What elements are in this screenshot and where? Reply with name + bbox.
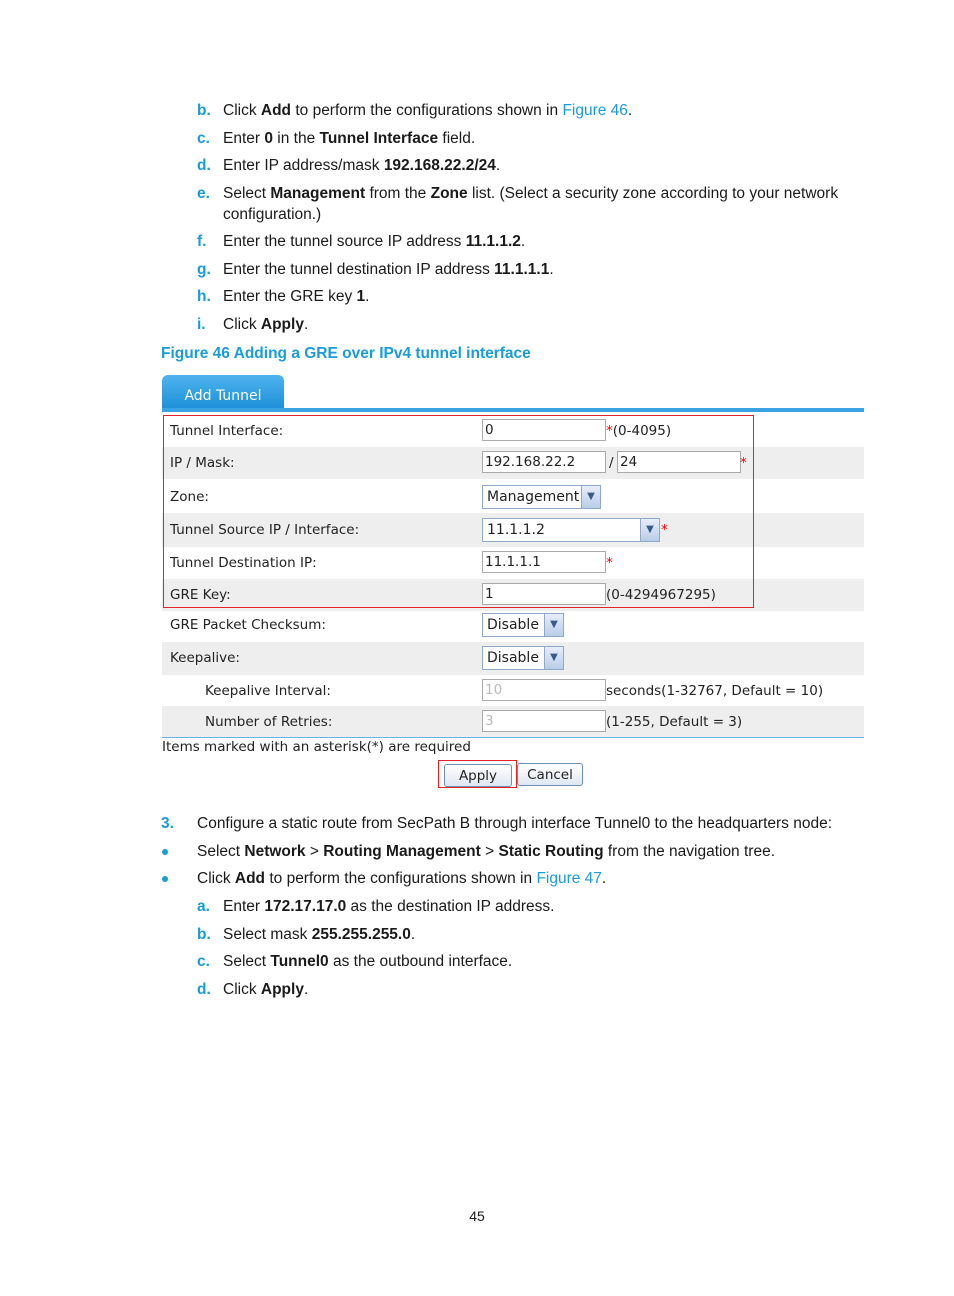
tab-add-tunnel[interactable]: Add Tunnel: [162, 375, 284, 409]
figure-47-link[interactable]: Figure 47: [536, 870, 602, 887]
keepalive-interval-input[interactable]: 10: [482, 679, 606, 701]
chevron-down-icon: ▼: [544, 614, 563, 636]
row-gre-checksum: GRE Packet Checksum: Disable ▼: [162, 609, 864, 642]
gre-checksum-select[interactable]: Disable ▼: [482, 613, 564, 637]
tab-divider: [162, 408, 864, 412]
retries-input[interactable]: 3: [482, 710, 606, 732]
page-number: 45: [469, 1208, 485, 1224]
row-retries: Number of Retries: 3 (1-255, Default = 3): [162, 706, 864, 738]
row-tunnel-interface: Tunnel Interface: 0 *(0-4095): [162, 415, 864, 447]
zone-select[interactable]: Management ▼: [482, 485, 601, 509]
figure-46-link[interactable]: Figure 46: [562, 102, 628, 119]
row-ip-mask: IP / Mask: 192.168.22.2 / 24 *: [162, 447, 864, 479]
chevron-down-icon: ▼: [581, 486, 600, 508]
row-tunnel-destination: Tunnel Destination IP: 11.1.1.1 *: [162, 547, 864, 579]
chevron-down-icon: ▼: [640, 519, 659, 541]
bullet-dot: [162, 876, 168, 882]
mask-input[interactable]: 24: [617, 451, 741, 473]
row-keepalive: Keepalive: Disable ▼: [162, 642, 864, 675]
tunnel-source-select[interactable]: 11.1.1.2 ▼: [482, 518, 660, 542]
highlight-box: [163, 415, 754, 608]
gre-key-input[interactable]: 1: [482, 583, 606, 605]
form-bottom-line: [162, 737, 864, 738]
apply-button[interactable]: Apply: [444, 764, 512, 787]
cancel-button[interactable]: Cancel: [517, 763, 583, 786]
row-gre-key: GRE Key: 1 (0-4294967295): [162, 579, 864, 611]
tunnel-interface-input[interactable]: 0: [482, 419, 606, 441]
bullet-dot: [162, 849, 168, 855]
ip-address-input[interactable]: 192.168.22.2: [482, 451, 606, 473]
row-keepalive-interval: Keepalive Interval: 10 seconds(1-32767, Default = 10): [162, 675, 864, 707]
tunnel-destination-input[interactable]: 11.1.1.1: [482, 551, 606, 573]
add-tunnel-form: [162, 375, 864, 795]
required-note: Items marked with an asterisk(*) are required: [162, 739, 471, 755]
row-zone: Zone: Management ▼: [162, 479, 864, 513]
chevron-down-icon: ▼: [544, 647, 563, 669]
keepalive-select[interactable]: Disable ▼: [482, 646, 564, 670]
row-tunnel-source: Tunnel Source IP / Interface: 11.1.1.2 ▼ *: [162, 513, 864, 547]
figure-caption: Figure 46 Adding a GRE over IPv4 tunnel interface: [161, 345, 531, 362]
